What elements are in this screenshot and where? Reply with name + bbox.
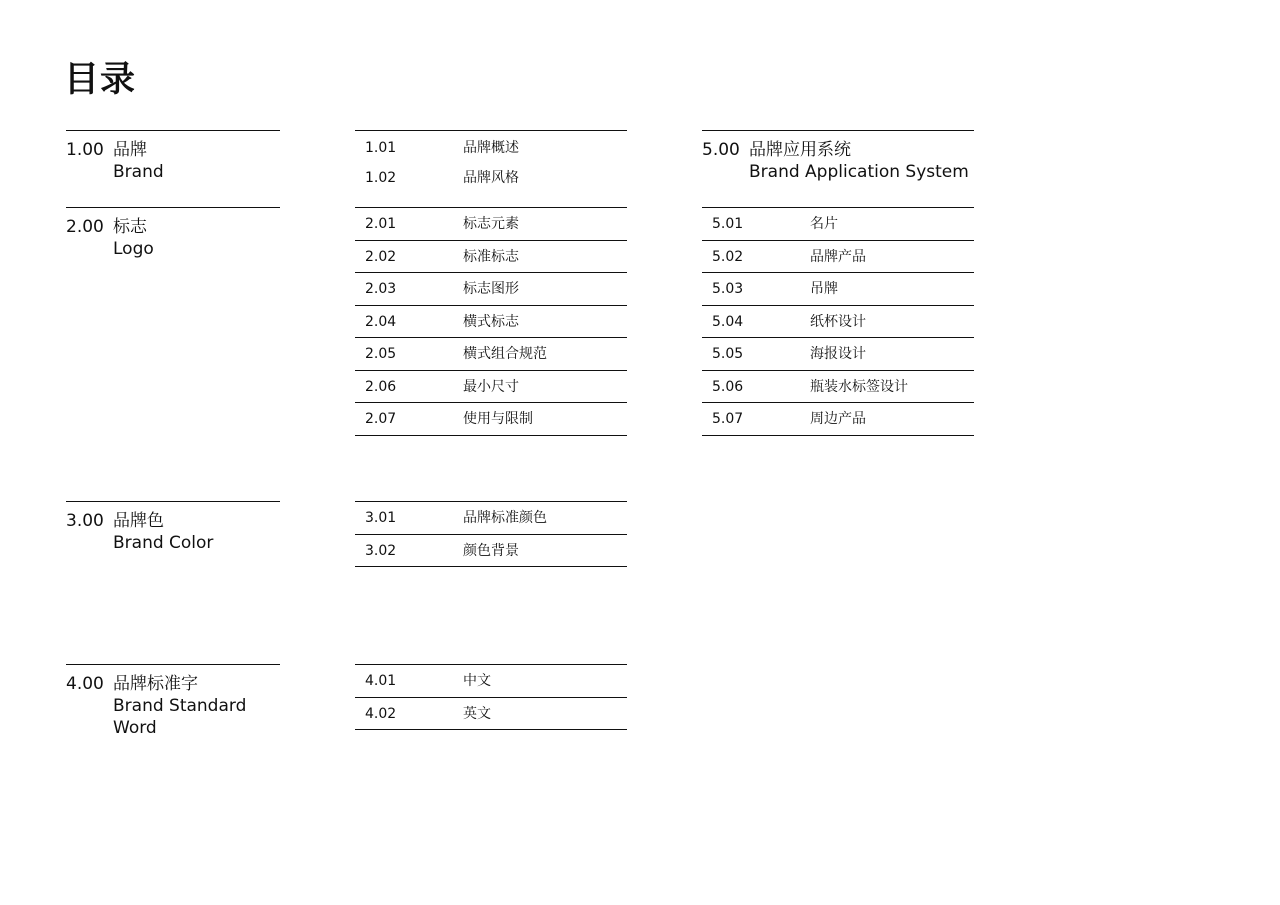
toc-row[interactable] [702,403,974,436]
chapter-title-cn: 标志 [113,217,147,237]
section-label: 名片 [810,216,838,232]
chapter-title-en-line2: Word [113,718,157,738]
toc-row[interactable] [702,241,974,274]
section-list-4 [355,664,627,730]
section-label: 吊牌 [810,281,838,297]
section-number: 5.05 [712,346,744,362]
section-number: 1.02 [365,170,397,186]
section-number: 3.01 [365,510,397,526]
section-number: 2.05 [365,346,397,362]
section-number: 5.02 [712,248,744,265]
chapter-title-en: Brand Standard [113,696,247,716]
section-label: 颜色背景 [463,542,519,559]
section-number: 4.02 [365,705,397,722]
section-label: 英文 [463,705,491,722]
section-number: 4.01 [365,673,397,689]
section-label: 横式组合规范 [463,346,547,362]
section-number: 1.01 [365,140,397,156]
section-number: 5.07 [712,411,744,427]
section-label: 瓶装水标签设计 [810,378,908,395]
toc-row[interactable] [355,306,627,339]
section-number: 5.06 [712,378,744,395]
toc-row[interactable] [355,535,627,568]
section-number: 2.04 [365,313,397,330]
toc-row[interactable] [355,403,627,436]
toc-row[interactable] [355,241,627,274]
chapter-title-cn: 品牌应用系统 [749,140,851,160]
toc-row[interactable] [355,698,627,731]
section-number: 2.02 [365,248,397,265]
section-list-1 [355,130,627,193]
toc-row[interactable] [355,273,627,306]
section-label: 中文 [463,673,491,689]
section-label: 品牌产品 [810,248,866,265]
chapter-number: 5.00 [702,140,740,160]
section-label: 海报设计 [810,346,866,362]
toc-row[interactable] [355,502,627,535]
section-number: 2.03 [365,281,397,297]
section-number: 5.04 [712,313,744,330]
section-label: 周边产品 [810,411,866,427]
toc-row[interactable] [702,338,974,371]
chapter-heading-2[interactable] [66,207,280,267]
toc-row[interactable] [702,208,974,241]
chapter-heading-3[interactable] [66,501,280,561]
page-title: 目录 [64,60,137,100]
section-label: 标志图形 [463,281,519,297]
toc-row[interactable] [355,665,627,698]
toc-row[interactable] [355,338,627,371]
section-label: 使用与限制 [463,411,533,427]
chapter-number: 1.00 [66,140,104,160]
chapter-heading-4[interactable] [66,664,280,744]
section-number: 5.01 [712,216,744,232]
toc-row[interactable] [355,162,627,193]
chapter-number: 2.00 [66,217,104,237]
chapter-title-en: Logo [113,239,154,259]
section-label: 标志元素 [463,216,519,232]
chapter-title-en: Brand [113,162,164,182]
chapter-title-en: Brand Application System [749,162,969,182]
chapter-title-en: Brand Color [113,533,214,553]
section-label: 标准标志 [463,248,519,265]
toc-row[interactable] [702,306,974,339]
section-label: 品牌概述 [463,140,519,156]
section-list-5 [702,207,974,436]
section-label: 纸杯设计 [810,313,866,330]
section-number: 3.02 [365,542,397,559]
chapter-number: 3.00 [66,511,104,531]
chapter-title-cn: 品牌 [113,140,147,160]
section-number: 5.03 [712,281,744,297]
chapter-number: 4.00 [66,674,104,694]
toc-row[interactable] [702,273,974,306]
section-label: 横式标志 [463,313,519,330]
toc-row[interactable] [355,131,627,162]
section-number: 2.07 [365,411,397,427]
chapter-title-cn: 品牌标准字 [113,674,198,694]
toc-row[interactable] [355,208,627,241]
toc-row[interactable] [702,371,974,404]
chapter-title-cn: 品牌色 [113,511,164,531]
chapter-heading-1[interactable] [66,130,280,190]
section-number: 2.06 [365,378,397,395]
section-list-2 [355,207,627,436]
chapter-heading-5[interactable] [702,130,974,190]
section-label: 品牌标准颜色 [463,510,547,526]
toc-row[interactable] [355,371,627,404]
section-list-3 [355,501,627,567]
section-number: 2.01 [365,216,397,232]
section-label: 最小尺寸 [463,378,519,395]
section-label: 品牌风格 [463,170,519,186]
